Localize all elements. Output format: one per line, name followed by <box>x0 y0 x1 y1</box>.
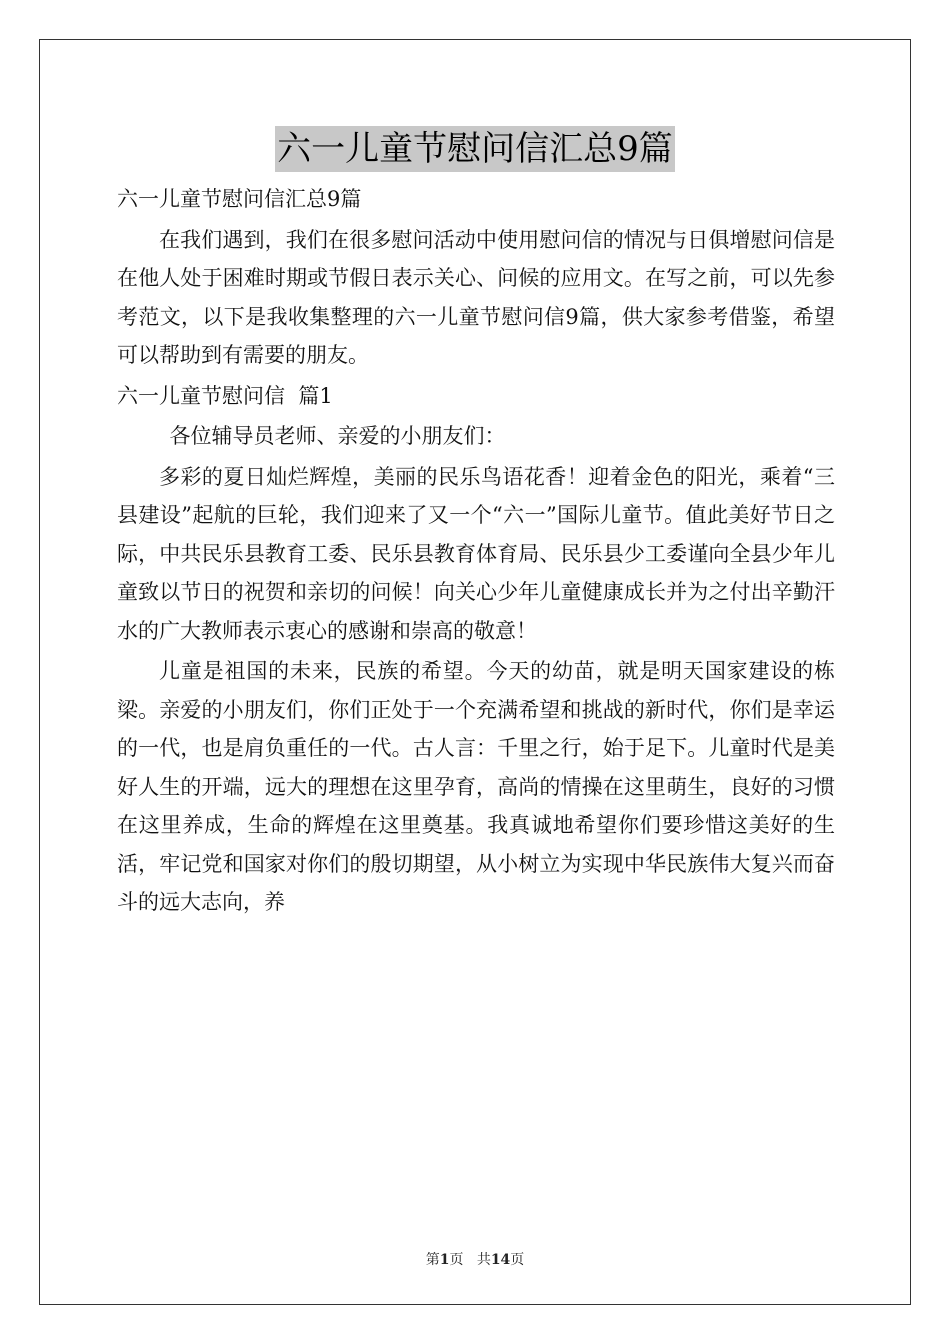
total-prefix: 共 <box>476 1252 491 1268</box>
title-container <box>0 126 950 172</box>
page-footer <box>0 1249 950 1269</box>
document-subtitle: 六一儿童节慰问信汇总9篇 <box>117 187 362 211</box>
page-suffix: 页 <box>449 1252 464 1268</box>
body-paragraph-1: 多彩的夏日灿烂辉煌，美丽的民乐鸟语花香！迎着金色的阳光，乘着“三县建设”起航的巨轮，我们迎来了又一个“六一”国际儿童节。值此美好节日之际，中共民乐县教育工委、民乐县教育体育局、民乐县少工委谨向全县少年儿童致以节日的祝贺和亲切的问候！向关心少年儿童健康成长并为之付出辛勤汗水的广大教师表示衷心的感谢和崇高的敬意！ <box>117 464 835 643</box>
total-suffix: 页 <box>510 1252 525 1268</box>
body-paragraph-2: 儿童是祖国的未来，民族的希望。今天的幼苗，就是明天国家建设的栋梁。亲爱的小朋友们，你们正处于一个充满希望和挑战的新时代，你们是幸运的一代，也是肩负重任的一代。古人言：千里之行，始于足下。儿童时代是美好人生的开端，远大的理想在这里孕育，高尚的情操在这里萌生，良好的习惯在这里养成，生命的辉煌在这里奠基。我真诚地希望你们要珍惜这美好的生活，牢记党和国家对你们的殷切期望，从小树立为实现中华民族伟大复兴而奋斗的远大志向，养 <box>117 659 835 914</box>
document-body <box>117 180 835 922</box>
intro-paragraph: 在我们遇到，我们在很多慰问活动中使用慰问信的情况与日俱增慰问信是在他人处于困难时期或节假日表示关心、问候的应用文。在写之前，可以先参考范文，以下是我收集整理的六一儿童节慰问信9篇，供大家参考借鉴，希望可以帮助到有需要的朋友。 <box>117 227 835 367</box>
page-prefix: 第 <box>425 1252 440 1268</box>
salutation: 各位辅导员老师、亲爱的小朋友们： <box>169 424 506 448</box>
page-number: 1 <box>439 1252 450 1268</box>
total-pages: 14 <box>490 1252 511 1268</box>
section-heading: 六一儿童节慰问信 篇1 <box>117 383 333 408</box>
document-title: 六一儿童节慰问信汇总9篇 <box>275 126 675 172</box>
